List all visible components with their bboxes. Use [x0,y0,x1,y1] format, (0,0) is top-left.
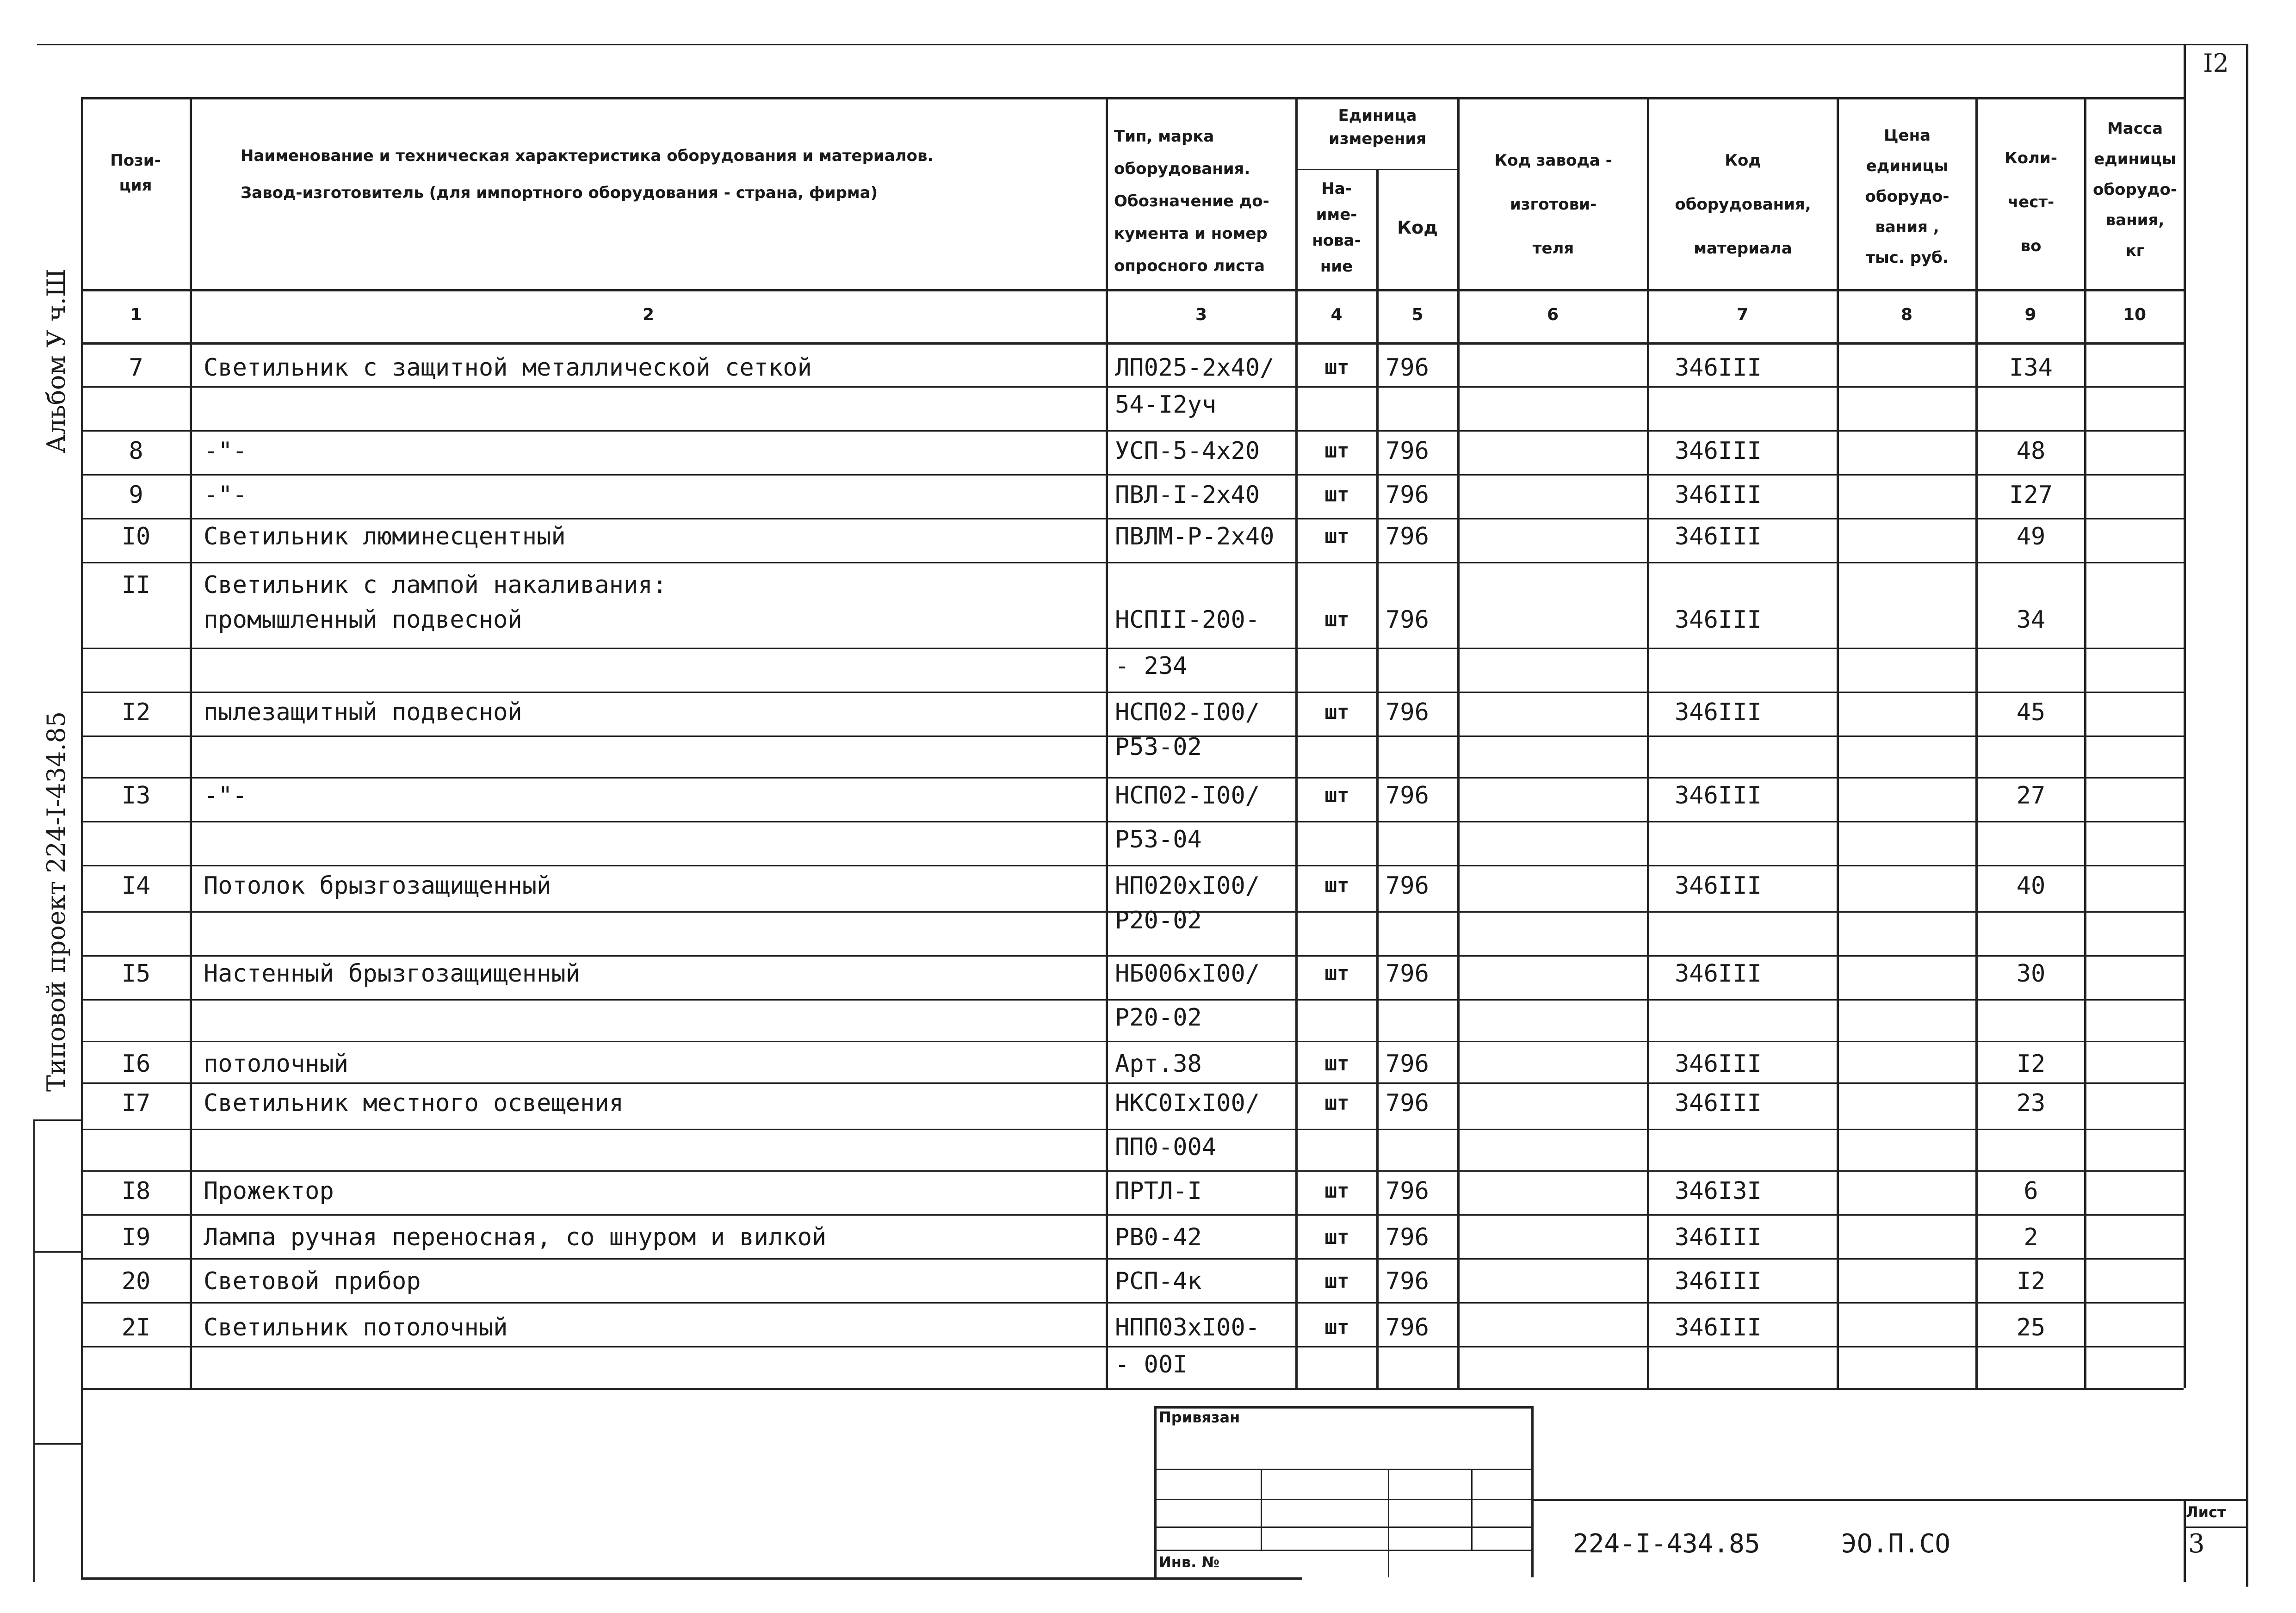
row-type: Р53-04 [1115,826,1202,853]
side-label-album: Альбом У ч.Ш [42,268,71,453]
col-number: 5 [1411,305,1423,324]
row-unit-code: 796 [1386,1267,1429,1295]
row-type: НСП02-I00/ [1115,782,1260,810]
row-equipment-code: 346III [1675,1224,1762,1251]
header-col9: Коли- чест- во [2005,149,2057,255]
row-unit: шт [1324,1052,1349,1075]
row-type: - 00I [1115,1351,1188,1378]
row-equipment-code: 346I3I [1675,1177,1762,1205]
row-type: ПП0-004 [1115,1133,1217,1161]
row-type: НП020хI00/ [1115,872,1260,900]
header-col10: Масса единицы оборудо- вания, кг [2093,119,2177,260]
row-equipment-code: 346III [1675,1314,1762,1341]
row-unit-code: 796 [1386,437,1429,465]
stamp-doc-code: 224-I-434.85 [1573,1529,1760,1559]
row-type: 54-I2уч [1115,391,1217,419]
row-name: Светильник люминесцентный [204,523,566,550]
col-number: 2 [642,305,655,324]
header-col2: Наименование и техническая характеристика оборудования и материалов. Завод-изготовитель (для импортного оборудования - страна, фирма) [241,147,934,202]
row-position: I6 [121,1050,151,1078]
row-unit-code: 796 [1386,606,1429,634]
row-quantity: 40 [2016,872,2046,900]
row-type: НПП03хI00- [1115,1314,1260,1341]
row-unit-code: 796 [1386,523,1429,550]
row-unit-code: 796 [1386,1314,1429,1341]
row-position: I2 [121,698,151,726]
row-quantity: I2 [2016,1267,2046,1295]
row-unit: шт [1324,1179,1349,1203]
row-unit-code: 796 [1386,872,1429,900]
header-unit-group: Единица измерения [1329,106,1426,148]
row-name: потолочный [204,1050,349,1078]
row-unit-code: 796 [1386,1224,1429,1251]
row-position: I7 [121,1089,151,1117]
row-quantity: 34 [2016,606,2046,634]
row-position: 20 [121,1267,151,1295]
row-unit: шт [1324,608,1349,631]
row-type: ЛП025-2х40/ [1115,354,1275,382]
row-name: -"- [204,782,247,810]
row-unit-code: 796 [1386,481,1429,509]
row-name: Светильник местного освещения [204,1089,624,1117]
row-quantity: 2 [2024,1224,2038,1251]
col-number: 3 [1195,305,1207,324]
row-unit-code: 796 [1386,354,1429,382]
row-name: Светильник потолочный [204,1314,508,1341]
row-position: I3 [121,782,151,810]
row-type: НСПII-200- [1115,606,1260,634]
row-position: 9 [129,481,143,509]
row-type: РВ0-42 [1115,1224,1202,1251]
row-unit-code: 796 [1386,1177,1429,1205]
stamp-privyazan: Привязан [1159,1409,1240,1426]
row-name: Настенный брызгозащищенный [204,960,580,988]
row-unit-code: 796 [1386,1089,1429,1117]
stamp-list-number: 3 [2188,1529,2205,1559]
row-unit-code: 796 [1386,960,1429,988]
col-number: 4 [1331,305,1343,324]
row-quantity: 27 [2016,782,2046,810]
row-type: ПВЛ-I-2х40 [1115,481,1260,509]
row-quantity: I27 [2009,481,2053,509]
row-quantity: I2 [2016,1050,2046,1078]
row-unit: шт [1324,483,1349,507]
row-quantity: 23 [2016,1089,2046,1117]
row-equipment-code: 346III [1675,872,1762,900]
row-equipment-code: 346III [1675,606,1762,634]
sheet-top-number: I2 [2203,49,2229,78]
col-number: 1 [130,305,142,324]
row-name: Светильник с защитной металлической сеткой [204,354,812,382]
row-unit: шт [1324,439,1349,463]
stamp-list-label: Лист [2186,1503,2226,1521]
row-type: НСП02-I00/ [1115,698,1260,726]
col-number: 9 [2024,305,2036,324]
row-name: Прожектор [204,1177,334,1205]
row-unit-code: 796 [1386,782,1429,810]
row-equipment-code: 346III [1675,698,1762,726]
row-quantity: 6 [2024,1177,2038,1205]
row-quantity: 49 [2016,523,2046,550]
row-position: I8 [121,1177,151,1205]
row-name: Потолок брызгозащищенный [204,872,551,900]
row-equipment-code: 346III [1675,1267,1762,1295]
col-number: 8 [1900,305,1913,324]
row-unit-code: 796 [1386,1050,1429,1078]
row-equipment-code: 346III [1675,481,1762,509]
row-equipment-code: 346III [1675,437,1762,465]
row-name: Лампа ручная переносная, со шнуром и вилкой [204,1224,827,1251]
row-unit: шт [1324,1091,1349,1115]
side-label-project: Типовой проект 224-I-434.85 [42,711,71,1092]
header-col6: Код завода - изготови- теля [1494,151,1612,258]
header-col7: Код оборудования, материала [1675,151,1811,258]
header-col1: Пози- ция [110,151,161,195]
row-equipment-code: 346III [1675,960,1762,988]
row-type: Р20-02 [1115,907,1202,934]
row-unit: шт [1324,525,1349,548]
row-unit: шт [1324,1225,1349,1249]
row-unit: шт [1324,1269,1349,1293]
row-type: УСП-5-4х20 [1115,437,1260,465]
row-equipment-code: 346III [1675,1050,1762,1078]
row-quantity: 30 [2016,960,2046,988]
row-position: II [121,571,151,599]
header-col3: Тип, марка оборудования. Обозначение до- кумента и номер опросного листа [1114,127,1269,275]
row-name: промышленный подвесной [204,606,522,634]
row-quantity: 48 [2016,437,2046,465]
row-equipment-code: 346III [1675,523,1762,550]
row-unit: шт [1324,700,1349,724]
row-type: ПВЛМ-Р-2х40 [1115,523,1275,550]
row-name: -"- [204,481,247,509]
row-type: - 234 [1115,652,1188,680]
row-equipment-code: 346III [1675,1089,1762,1117]
row-type: НКС0IхI00/ [1115,1089,1260,1117]
row-quantity: I34 [2009,354,2053,382]
row-position: I5 [121,960,151,988]
row-position: I4 [121,872,151,900]
row-unit: шт [1324,784,1349,807]
header-col8: Цена единицы оборудо- вания , тыс. руб. [1865,126,1949,267]
col-number: 10 [2123,305,2147,324]
header-col4: На- име- нова- ние [1312,179,1361,276]
row-equipment-code: 346III [1675,782,1762,810]
row-position: 2I [121,1314,151,1341]
header-col5: Код [1397,217,1438,238]
row-type: ПРТЛ-I [1115,1177,1202,1205]
row-type: Р20-02 [1115,1004,1202,1032]
stamp-doc-mark: ЭО.П.СО [1841,1529,1951,1559]
row-unit-code: 796 [1386,698,1429,726]
stamp-inv: Инв. № [1159,1553,1219,1571]
row-position: 8 [129,437,143,465]
row-name: Светильник с лампой накаливания: [204,571,667,599]
row-position: 7 [129,354,143,382]
row-position: I0 [121,523,151,550]
row-type: НБ006хI00/ [1115,960,1260,988]
row-position: I9 [121,1224,151,1251]
row-unit: шт [1324,356,1349,379]
row-name: Световой прибор [204,1267,421,1295]
row-type: Арт.38 [1115,1050,1202,1078]
row-name: пылезащитный подвесной [204,698,522,726]
row-quantity: 25 [2016,1314,2046,1341]
row-unit: шт [1324,962,1349,985]
row-equipment-code: 346III [1675,354,1762,382]
row-name: -"- [204,437,247,465]
row-unit: шт [1324,1316,1349,1339]
row-type: Р53-02 [1115,733,1202,761]
row-unit: шт [1324,874,1349,897]
col-number: 6 [1547,305,1559,324]
row-type: РСП-4к [1115,1267,1202,1295]
row-quantity: 45 [2016,698,2046,726]
col-number: 7 [1736,305,1749,324]
